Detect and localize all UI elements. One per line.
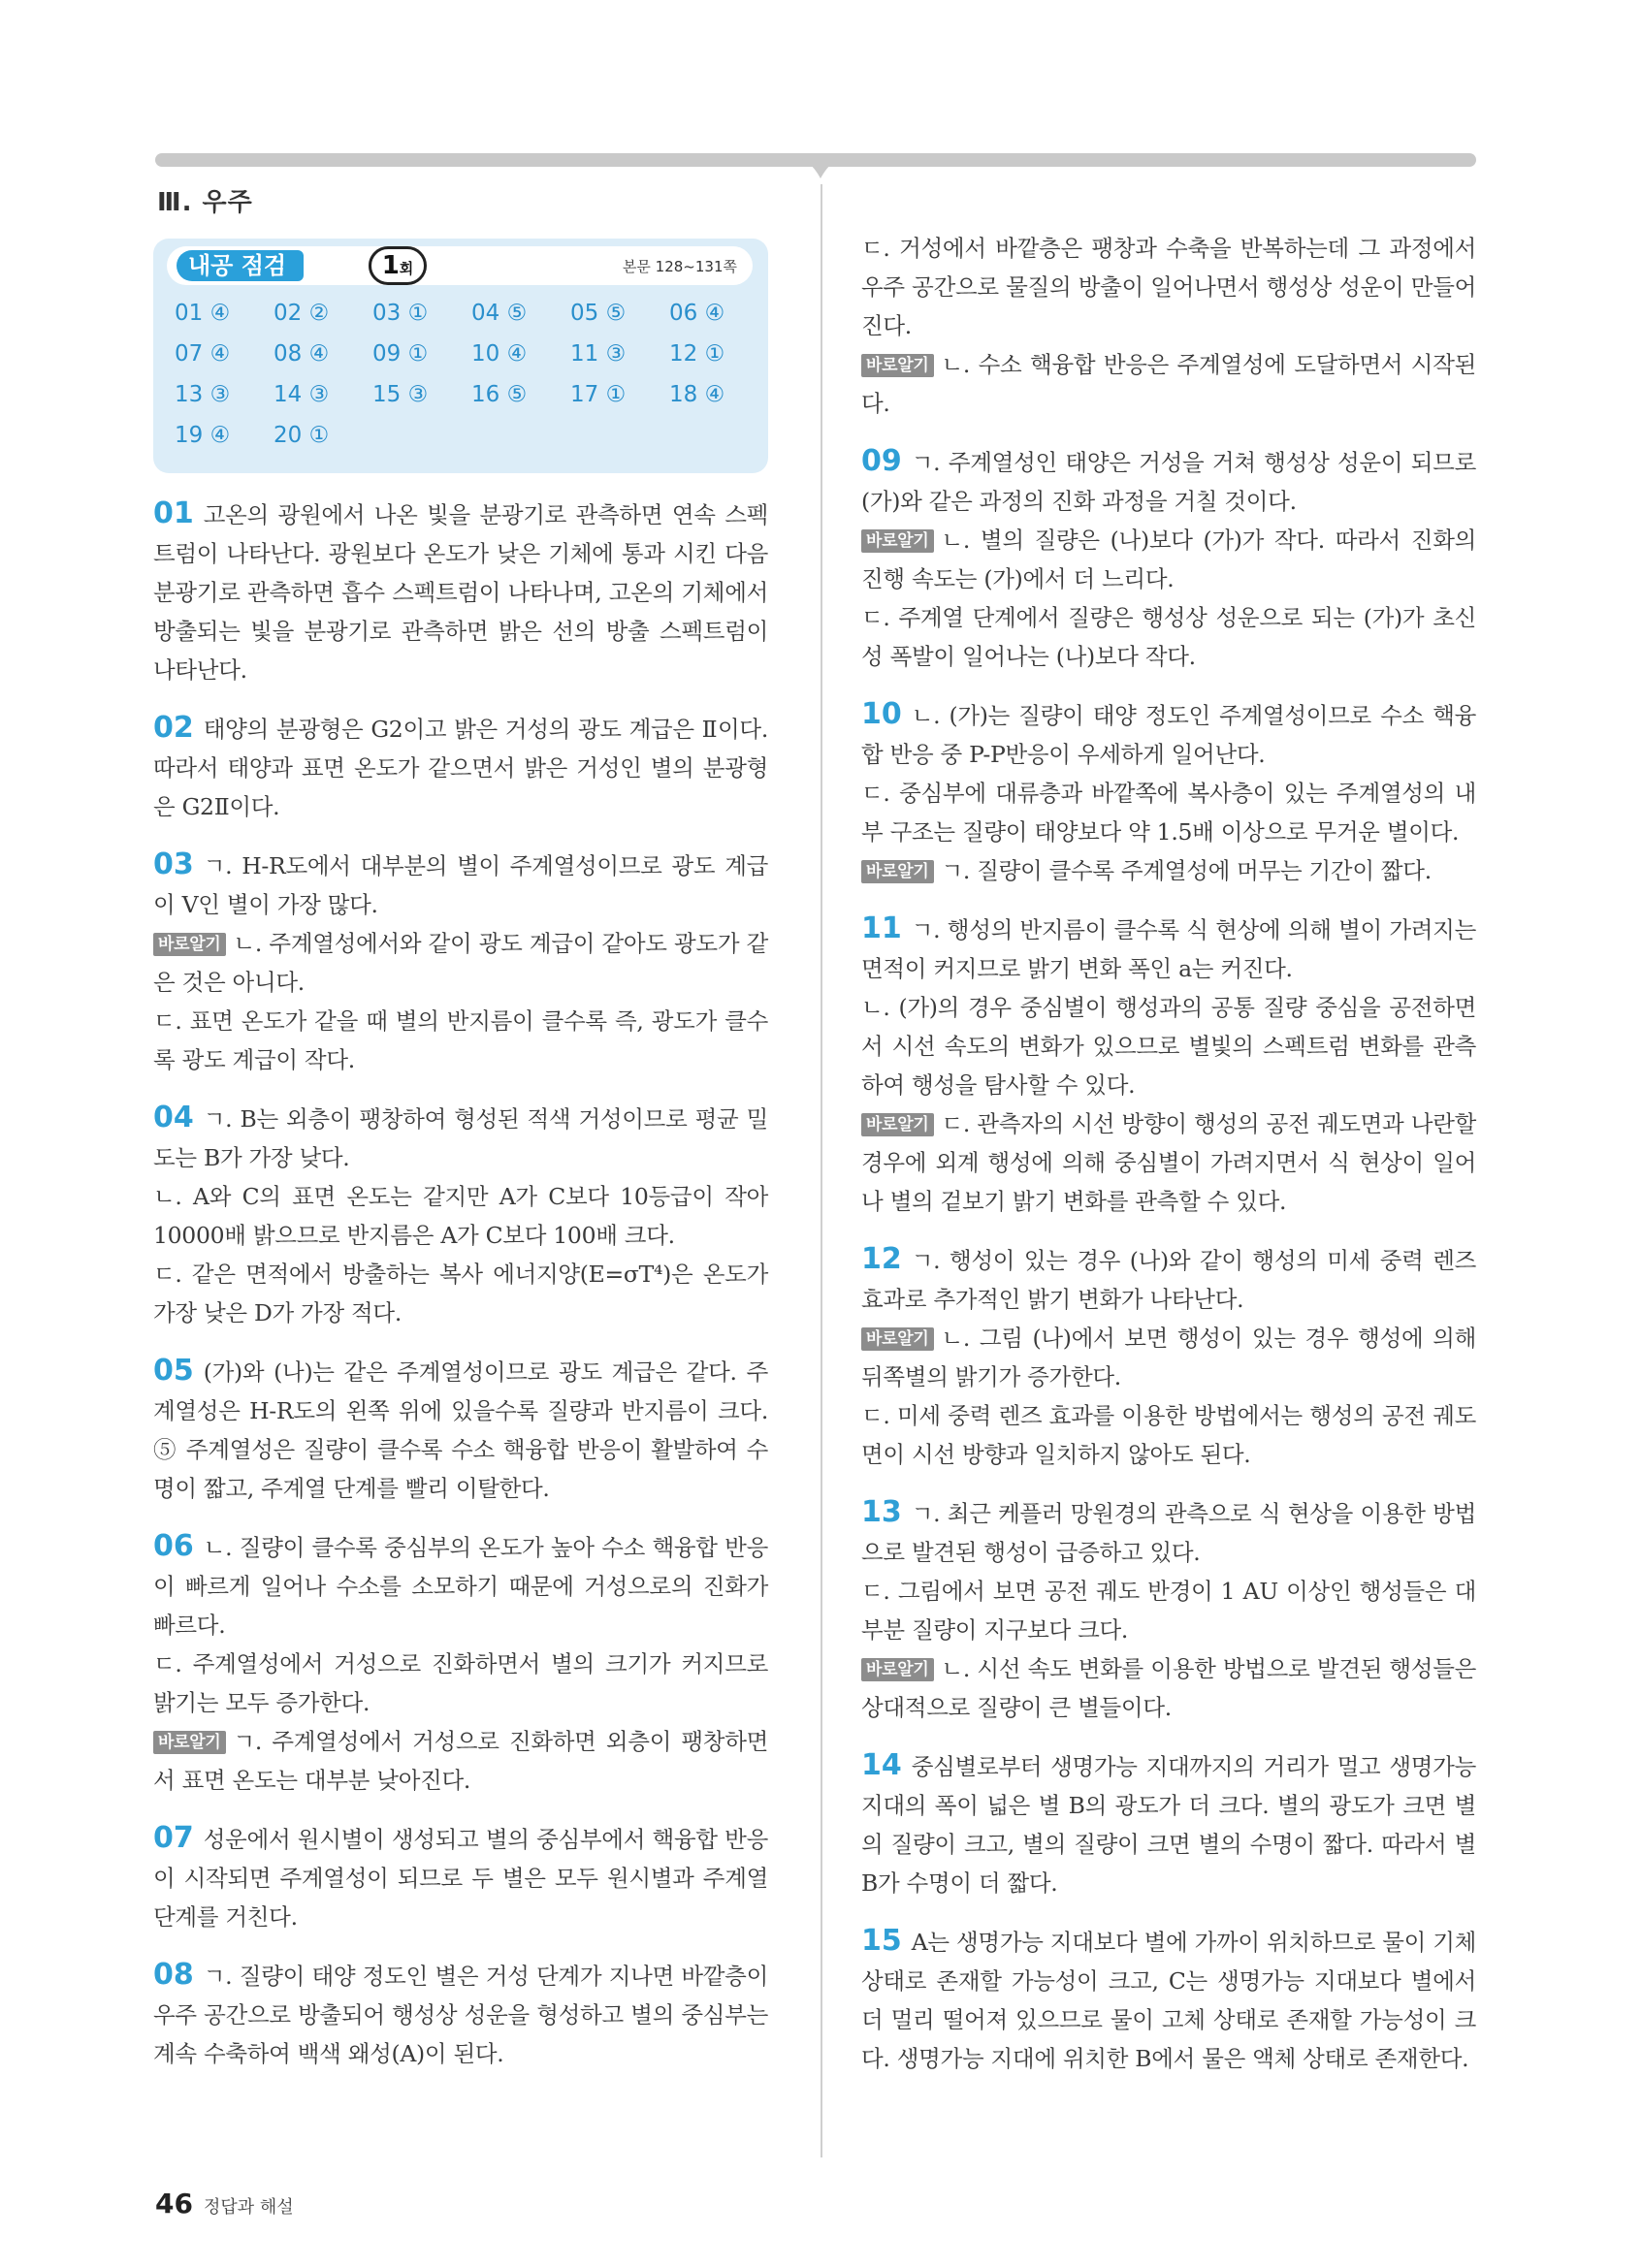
explanation-line (861, 1922, 1476, 2078)
explanation-text: ㄷ. 표면 온도가 같을 때 별의 반지름이 클수록 즉, 광도가 클수록 광도 계급이 작다. (153, 1007, 768, 1073)
explanation-line (153, 1002, 768, 1079)
explanation-line (861, 695, 1476, 774)
answer-item: 08 ④ (274, 341, 330, 367)
explanation-line (861, 1572, 1476, 1649)
correction-badge: 바로알기 (861, 1113, 934, 1136)
round-number: 1 (381, 251, 400, 280)
explanation-line (861, 910, 1476, 988)
question-number: 15 (861, 1924, 902, 1958)
explanation-line (861, 345, 1476, 423)
page-number: 46 (155, 2188, 193, 2220)
round-suffix: 회 (399, 260, 414, 277)
explanation-text: ㄴ. A와 C의 표면 온도는 같지만 A가 C보다 10등급이 작아 10000배 밝으므로 반지름은 A가 C보다 100배 크다. (153, 1183, 768, 1249)
explanation-line (861, 851, 1476, 890)
answer-item: 10 ④ (471, 341, 528, 367)
explanation-text: ㄷ. 미세 중력 렌즈 효과를 이용한 방법에서는 행성의 공전 궤도면이 시선 방향과 일치하지 않아도 된다. (861, 1402, 1476, 1468)
answer-explanation (861, 1240, 1476, 1474)
explanation-line (861, 1104, 1476, 1221)
question-number: 04 (153, 1101, 194, 1134)
answer-explanation (153, 1527, 768, 1800)
left-column (153, 495, 768, 2092)
explanation-line (861, 1240, 1476, 1319)
question-number: 11 (861, 911, 902, 945)
question-number: 09 (861, 444, 902, 478)
column-divider (821, 184, 822, 2157)
explanation-line (153, 1099, 768, 1177)
question-number: 05 (153, 1354, 194, 1388)
explanation-line (861, 229, 1476, 345)
answer-explanation (861, 1493, 1476, 1727)
answer-item: 06 ④ (669, 301, 725, 326)
explanation-text: ㄷ. 주계열 단계에서 질량은 행성상 성운으로 되는 (가)가 초신성 폭발이 일어나는 (나)보다 작다. (861, 604, 1476, 670)
answer-item: 07 ④ (175, 341, 231, 367)
explanation-line (153, 495, 768, 689)
answer-explanation (153, 1956, 768, 2073)
answer-item: 14 ③ (274, 382, 330, 407)
page-reference: 본문 128~131쪽 (622, 258, 737, 275)
section-title: Ⅲ. 우주 (157, 188, 253, 217)
answer-item: 13 ③ (175, 382, 231, 407)
explanation-text: ㄷ. 중심부에 대류층과 바깥쪽에 복사층이 있는 주계열성의 내부 구조는 질량이 태양보다 약 1.5배 이상으로 무거운 별이다. (861, 780, 1476, 846)
explanation-text: ㄱ. H-R도에서 대부분의 별이 주계열성이므로 광도 계급이 Ⅴ인 별이 가장 많다. (153, 852, 768, 918)
explanation-text: ㄷ. 주계열성에서 거성으로 진화하면서 별의 크기가 커지므로 밝기는 모두 증가한다. (153, 1650, 768, 1716)
answer-item: 12 ① (669, 341, 725, 367)
question-number: 06 (153, 1529, 194, 1563)
explanation-line (861, 442, 1476, 521)
answer-explanation (153, 846, 768, 1079)
explanation-text: ㄷ. 거성에서 바깥층은 팽창과 수축을 반복하는데 그 과정에서 우주 공간으로 물질의 방출이 일어나면서 행성상 성운이 만들어진다. (861, 235, 1476, 339)
explanation-line (861, 1396, 1476, 1474)
explanation-line (153, 1177, 768, 1255)
question-number: 14 (861, 1748, 902, 1782)
correction-badge: 바로알기 (861, 860, 934, 883)
answer-explanation (861, 229, 1476, 423)
answer-item: 02 ② (274, 301, 330, 326)
explanation-text: ㄱ. 최근 케플러 망원경의 관측으로 식 현상을 이용한 방법으로 발견된 행성이 급증하고 있다. (861, 1500, 1476, 1566)
correction-badge: 바로알기 (861, 354, 934, 377)
answer-item: 19 ④ (175, 423, 231, 448)
answer-explanation (861, 1746, 1476, 1902)
explanation-text: 태양의 분광형은 G2이고 밝은 거성의 광도 계급은 Ⅱ이다. 따라서 태양과 표면 온도가 같으면서 밝은 거성인 별의 분광형은 G2Ⅱ이다. (153, 716, 768, 820)
explanation-line (861, 1493, 1476, 1572)
explanation-text: ㄱ. 행성의 반지름이 클수록 식 현상에 의해 별이 가려지는 면적이 커지므로 밝기 변화 폭인 a는 커진다. (861, 916, 1476, 982)
explanation-text: ㄴ. (가)는 질량이 태양 정도인 주계열성이므로 수소 핵융합 반응 중 P-P반응이 우세하게 일어난다. (861, 702, 1476, 768)
question-number: 12 (861, 1242, 902, 1276)
explanation-text: ㄱ. 행성이 있는 경우 (나)와 같이 행성의 미세 중력 렌즈 효과로 추가적인 밝기 변화가 나타난다. (861, 1247, 1476, 1313)
answer-item: 05 ⑤ (570, 301, 627, 326)
answer-explanation (153, 1819, 768, 1936)
explanation-text: ㄴ. (가)의 경우 중심별이 행성과의 공통 질량 중심을 공전하면서 시선 속도의 변화가 있으므로 별빛의 스펙트럼 변화를 관측하여 행성을 탐사할 수 있다. (861, 994, 1476, 1099)
explanation-text: 중심별로부터 생명가능 지대까지의 거리가 멀고 생명가능 지대의 폭이 넓은 별 B의 광도가 더 크다. 별의 광도가 크면 별의 질량이 크고, 별의 질량이 크면 별의 수명이 짧다. 따라서 별 B가 수명이 더 짧다. (861, 1753, 1476, 1897)
answer-box-title: 내공 점검 (177, 250, 304, 281)
answer-item: 15 ③ (372, 382, 429, 407)
explanation-text: ㄱ. 질량이 태양 정도인 별은 거성 단계가 지나면 바깥층이 우주 공간으로 방출되어 행성상 성운을 형성하고 별의 중심부는 계속 수축하여 백색 왜성(A)이 된다. (153, 1963, 768, 2067)
explanation-line (153, 1819, 768, 1936)
explanation-line (153, 709, 768, 826)
explanation-line (153, 1527, 768, 1645)
answer-explanation (861, 910, 1476, 1221)
answer-item: 09 ① (372, 341, 429, 367)
explanation-line (153, 1645, 768, 1722)
answer-explanation (861, 442, 1476, 676)
question-number: 13 (861, 1495, 902, 1529)
explanation-text: 성운에서 원시별이 생성되고 별의 중심부에서 핵융합 반응이 시작되면 주계열성이 되므로 두 별은 모두 원시별과 주계열 단계를 거친다. (153, 1826, 768, 1931)
explanation-text: A는 생명가능 지대보다 별에 가까이 위치하므로 물이 기체 상태로 존재할 가능성이 크고, C는 생명가능 지대보다 별에서 더 멀리 떨어져 있으므로 물이 고체 상태로 존재할 가능성이 크다. 생명가능 지대에 위치한 B에서 물은 액체 상태로 존재한다. (861, 1929, 1476, 2072)
explanation-line (861, 1746, 1476, 1902)
explanation-line (861, 598, 1476, 676)
explanation-line (861, 988, 1476, 1104)
footer-label: 정답과 해설 (204, 2197, 294, 2218)
correction-badge: 바로알기 (861, 529, 934, 553)
explanation-line (153, 1352, 768, 1508)
explanation-text: ㄱ. 질량이 클수록 주계열성에 머무는 기간이 짧다. (941, 857, 1432, 884)
explanation-line (861, 521, 1476, 598)
right-column (861, 229, 1476, 2097)
question-number: 08 (153, 1958, 194, 1992)
round-badge (369, 246, 427, 285)
explanation-line (153, 1956, 768, 2073)
answer-explanation (153, 1352, 768, 1508)
answer-box-header (167, 246, 753, 285)
explanation-text: ㄴ. 그림 (나)에서 보면 행성이 있는 경우 행성에 의해 뒤쪽별의 밝기가 증가한다. (861, 1325, 1476, 1390)
answer-explanation (861, 1922, 1476, 2078)
explanation-text: ㄱ. B는 외층이 팽창하여 형성된 적색 거성이므로 평균 밀도는 B가 가장 낮다. (153, 1105, 768, 1171)
explanation-line (153, 924, 768, 1002)
answer-item: 01 ④ (175, 301, 231, 326)
explanation-text: ㄴ. 주계열성에서와 같이 광도 계급이 같아도 광도가 같은 것은 아니다. (153, 930, 768, 996)
answer-explanation (861, 695, 1476, 890)
question-number: 03 (153, 847, 194, 881)
explanation-text: (가)와 (나)는 같은 주계열성이므로 광도 계급은 같다. 주계열성은 H-R도의 왼쪽 위에 있을수록 질량과 반지름이 크다. ⑤ 주계열성은 질량이 클수록 수소 핵융합 반응이 활발하여 수명이 짧고, 주계열 단계를 빨리 이탈한다. (153, 1358, 768, 1502)
correction-badge: 바로알기 (153, 933, 226, 956)
answer-item: 04 ⑤ (471, 301, 528, 326)
answer-explanation (153, 709, 768, 826)
explanation-line (861, 774, 1476, 851)
answer-explanation (153, 1099, 768, 1332)
explanation-text: ㄴ. 수소 핵융합 반응은 주계열성에 도달하면서 시작된다. (861, 351, 1476, 417)
answer-item: 03 ① (372, 301, 429, 326)
explanation-line (153, 1722, 768, 1800)
explanation-text: ㄷ. 관측자의 시선 방향이 행성의 공전 궤도면과 나란할 경우에 외계 행성에 의해 중심별이 가려지면서 식 현상이 일어나 별의 겉보기 밝기 변화를 관측할 수 있다. (861, 1110, 1476, 1215)
question-number: 02 (153, 711, 194, 745)
explanation-text: ㄴ. 시선 속도 변화를 이용한 방법으로 발견된 행성들은 상대적으로 질량이 큰 별들이다. (861, 1655, 1476, 1721)
answer-box (153, 239, 768, 473)
explanation-text: ㄱ. 주계열성인 태양은 거성을 거쳐 행성상 성운이 되므로 (가)와 같은 과정의 진화 과정을 거칠 것이다. (861, 449, 1476, 515)
explanation-text: ㄷ. 그림에서 보면 공전 궤도 반경이 1 AU 이상인 행성들은 대부분 질량이 지구보다 크다. (861, 1578, 1476, 1644)
question-number: 10 (861, 697, 902, 731)
explanation-line (153, 846, 768, 924)
correction-badge: 바로알기 (861, 1327, 934, 1351)
explanation-text: ㄴ. 별의 질량은 (나)보다 (가)가 작다. 따라서 진화의 진행 속도는 (가)에서 더 느리다. (861, 527, 1476, 592)
answer-item: 16 ⑤ (471, 382, 528, 407)
correction-badge: 바로알기 (153, 1731, 226, 1754)
answer-item: 20 ① (274, 423, 330, 448)
correction-badge: 바로알기 (861, 1658, 934, 1681)
answer-item: 11 ③ (570, 341, 627, 367)
explanation-line (861, 1649, 1476, 1727)
explanation-text: ㄱ. 주계열성에서 거성으로 진화하면 외층이 팽창하면서 표면 온도는 대부분 낮아진다. (153, 1728, 768, 1794)
explanation-text: ㄷ. 같은 면적에서 방출하는 복사 에너지양(E=σT⁴)은 온도가 가장 낮은 D가 가장 적다. (153, 1261, 768, 1326)
header-bar-notch (793, 153, 848, 180)
answer-explanation (153, 495, 768, 689)
answer-item: 18 ④ (669, 382, 725, 407)
question-number: 07 (153, 1821, 194, 1855)
explanation-line (861, 1319, 1476, 1396)
explanation-text: 고온의 광원에서 나온 빛을 분광기로 관측하면 연속 스펙트럼이 나타난다. 광원보다 온도가 낮은 기체에 통과 시킨 다음 분광기로 관측하면 흡수 스펙트럼이 나타나며, 고온의 기체에서 방출되는 빛을 분광기로 관측하면 밝은 선의 방출 스펙트럼이 나타난다. (153, 501, 768, 684)
question-number: 01 (153, 496, 194, 530)
answer-item: 17 ① (570, 382, 627, 407)
explanation-text: ㄴ. 질량이 클수록 중심부의 온도가 높아 수소 핵융합 반응이 빠르게 일어나 수소를 소모하기 때문에 거성으로의 진화가 빠르다. (153, 1534, 768, 1639)
explanation-line (153, 1255, 768, 1332)
